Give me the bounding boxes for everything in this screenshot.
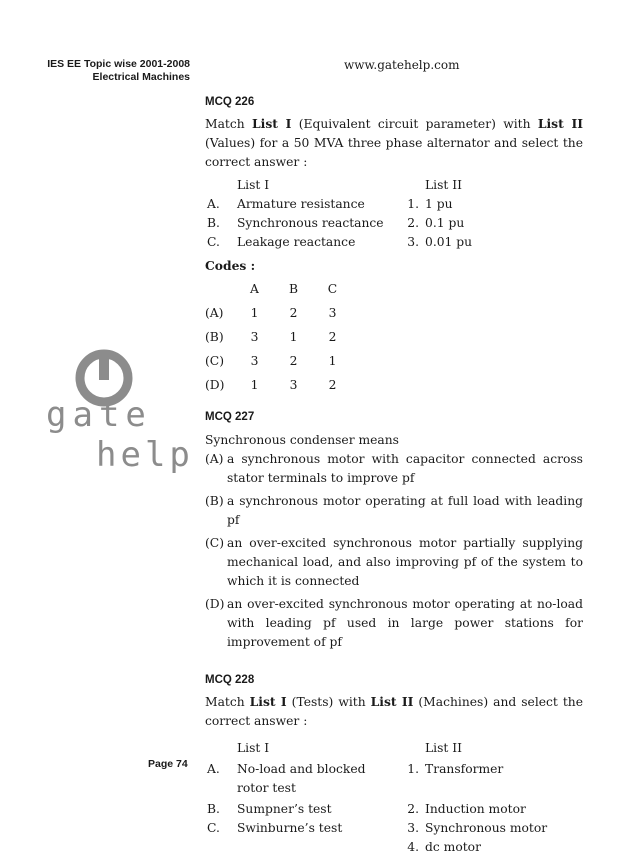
- row-number: 3.: [407, 821, 419, 835]
- row-value: 0.01 pu: [425, 235, 473, 249]
- row-value: dc motor: [425, 840, 481, 854]
- bold-run: List I: [252, 116, 292, 131]
- option-text: an over-excited synchronous motor partially supplying mechanical load, and also improving pf of the system to which it is connected: [227, 536, 583, 588]
- codes-col-b: B: [288, 282, 299, 296]
- bold-run: List I: [249, 694, 287, 709]
- logo-word-help: help: [96, 435, 194, 475]
- row-value: 0.1 pu: [425, 216, 465, 230]
- text-run: (Values) for a 50 MVA three phase alternator and select the correct answer :: [205, 136, 583, 169]
- question-number: MCQ 227: [205, 411, 255, 423]
- text-run: Match: [205, 695, 250, 709]
- codes-col-a: A: [250, 282, 259, 296]
- option-text: a synchronous motor operating at full load with leading pf: [227, 494, 583, 527]
- row-item: Armature resistance: [237, 197, 365, 211]
- logo-word-gate: gate: [46, 395, 152, 435]
- code-value: 2: [328, 330, 337, 344]
- code-value: 3: [250, 354, 259, 368]
- answer-option: [205, 492, 583, 530]
- code-value: 2: [289, 306, 298, 320]
- row-value: 1 pu: [425, 197, 453, 211]
- table-header: [205, 176, 583, 195]
- row-item: No-load and blocked rotor test: [237, 762, 366, 795]
- mcq-228: [205, 674, 583, 857]
- option-label: (A): [205, 306, 224, 320]
- row-item: Swinburne’s test: [237, 821, 343, 835]
- column-header-list2: List II: [425, 178, 462, 192]
- row-value: Induction motor: [425, 802, 526, 816]
- header-url: www.gatehelp.com: [344, 58, 460, 72]
- row-item: Synchronous reactance: [237, 216, 384, 230]
- question-number: MCQ 228: [205, 674, 255, 686]
- row-number: 1.: [407, 197, 419, 211]
- bold-run: List II: [537, 116, 583, 131]
- row-value: Transformer: [425, 762, 504, 776]
- codes-header-row: [205, 277, 583, 301]
- option-label: (B): [205, 494, 224, 508]
- row-item: Sumpner’s test: [237, 802, 332, 816]
- match-table: [205, 176, 583, 252]
- code-value: 3: [328, 306, 337, 320]
- code-value: 2: [289, 354, 298, 368]
- row-number: 1.: [407, 762, 419, 776]
- table-row: [205, 760, 583, 798]
- option-label: (C): [205, 354, 225, 368]
- code-value: 3: [289, 378, 298, 392]
- mcq-227: [205, 411, 583, 652]
- option-text: a synchronous motor with capacitor connected across stator terminals to improve pf: [227, 452, 583, 485]
- row-value: Synchronous motor: [425, 821, 548, 835]
- row-letter: [205, 838, 237, 857]
- text-run: (Equivalent circuit parameter) with: [291, 117, 538, 131]
- answer-option: [205, 595, 583, 652]
- text-run: (Machines) and select the correct answer :: [205, 695, 583, 728]
- answer-option-row: [205, 373, 583, 397]
- option-label: (D): [205, 378, 225, 392]
- code-value: 1: [328, 354, 337, 368]
- row-number: 3.: [407, 235, 419, 249]
- header-subject: Electrical Machines: [92, 71, 190, 83]
- table-row: [205, 233, 583, 252]
- code-value: 3: [250, 330, 259, 344]
- codes-label: Codes :: [205, 258, 256, 273]
- question-text: Synchronous condenser means: [205, 433, 399, 447]
- row-letter: C.: [207, 235, 220, 249]
- bold-run: List II: [370, 694, 414, 709]
- page-number: Page 74: [148, 758, 188, 770]
- gatehelp-logo: [44, 348, 194, 482]
- column-header-list1: List I: [237, 741, 270, 755]
- question-text: [205, 692, 583, 731]
- answer-option-row: [205, 301, 583, 325]
- answer-option-row: [205, 349, 583, 373]
- row-letter: A.: [207, 762, 220, 776]
- table-row: [205, 800, 583, 819]
- option-label: (C): [205, 536, 225, 550]
- question-number: MCQ 226: [205, 96, 255, 108]
- question-text: [205, 114, 583, 172]
- match-table: [205, 739, 583, 857]
- code-value: 1: [250, 306, 259, 320]
- row-number: 2.: [407, 802, 419, 816]
- option-text: an over-excited synchronous motor operating at no-load with leading pf used in large power stations for improvement of pf: [227, 597, 583, 649]
- column-header-list1: List I: [237, 178, 270, 192]
- table-header: [205, 739, 583, 758]
- column-header-list2: List II: [425, 741, 462, 755]
- codes-col-c: C: [327, 282, 338, 296]
- code-value: 1: [250, 378, 259, 392]
- row-letter: C.: [207, 821, 220, 835]
- code-value: 2: [328, 378, 337, 392]
- option-label: (D): [205, 597, 225, 611]
- page-content: [205, 96, 583, 857]
- header-title: [38, 58, 190, 84]
- answer-option: [205, 450, 583, 488]
- table-row: [205, 214, 583, 233]
- text-run: (Tests) with: [286, 695, 371, 709]
- row-letter: B.: [207, 216, 220, 230]
- header-series: IES EE Topic wise 2001-2008: [47, 58, 190, 70]
- row-number: 4.: [407, 840, 419, 854]
- answer-option-row: [205, 325, 583, 349]
- row-number: 2.: [407, 216, 419, 230]
- row-letter: B.: [207, 802, 220, 816]
- option-label: (B): [205, 330, 224, 344]
- mcq-226: [205, 96, 583, 397]
- row-letter: A.: [207, 197, 220, 211]
- power-icon: [44, 348, 194, 478]
- answer-option: [205, 534, 583, 591]
- table-row: [205, 838, 583, 857]
- code-value: 1: [289, 330, 298, 344]
- option-label: (A): [205, 452, 224, 466]
- text-run: Match: [205, 117, 253, 131]
- row-item: Leakage reactance: [237, 235, 356, 249]
- row-item: [237, 838, 397, 857]
- table-row: [205, 195, 583, 214]
- table-row: [205, 819, 583, 838]
